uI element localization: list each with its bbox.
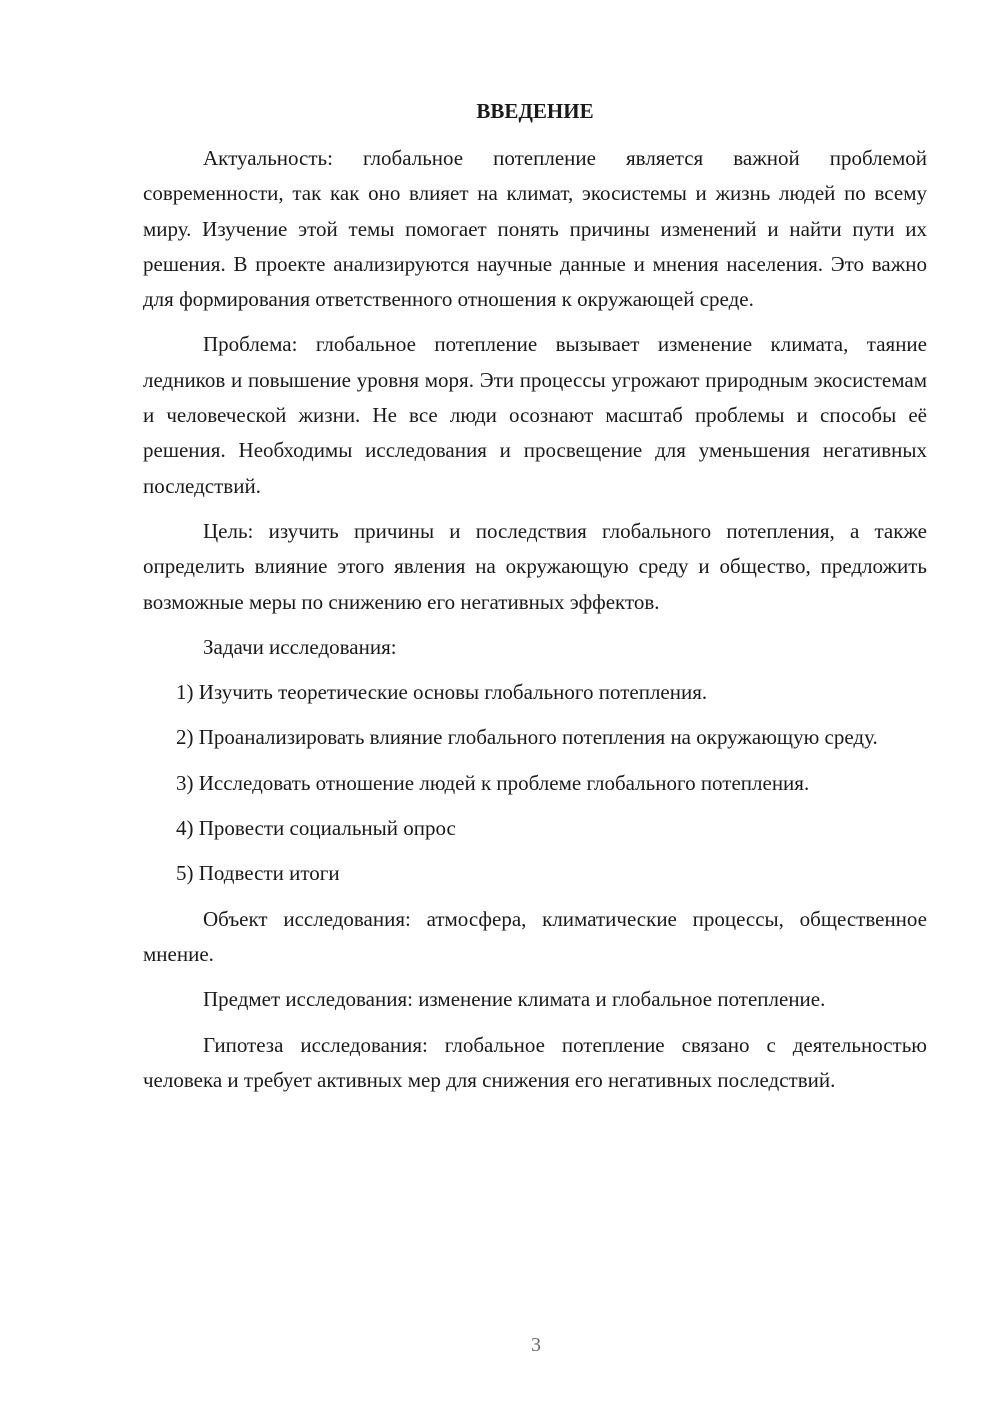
relevance-paragraph: Актуальность: глобальное потепление является важной проблемой современности, так как оно влияет на климат, экосистемы и жизнь людей по всему миру. Изучение этой темы помогает понять причины изменений и найти пути их решения. В проекте анализируются научные данные и мнения населения. Это важно для формирования ответственного отношения к окружающей среде.	[143, 146, 927, 312]
tasks-heading: Задачи исследования:	[203, 634, 397, 659]
problem-paragraph: Проблема: глобальное потепление вызывает изменение климата, таяние ледников и повышение уровня моря. Эти процессы угрожают природным экосистемам и человеческой жизни. Не все люди осознают масштаб проблемы и способы её решения. Необходимы исследования и просвещение для уменьшения негативных последствий.	[143, 332, 927, 498]
object-paragraph: Объект исследования: атмосфера, климатические процессы, общественное мнение.	[143, 906, 927, 966]
hypothesis-paragraph: Гипотеза исследования: глобальное потепление связано с деятельностью человека и требует активных мер для снижения его негативных последствий.	[143, 1032, 927, 1092]
task-item-4: 4) Провести социальный опрос	[176, 816, 456, 841]
task-item-2: 2) Проанализировать влияние глобального потепления на окружающую среду.	[176, 725, 878, 750]
task-item-1: 1) Изучить теоретические основы глобального потепления.	[176, 680, 708, 705]
section-title: ВВЕДЕНИЕ	[476, 99, 594, 123]
subject-paragraph: Предмет исследования: изменение климата и глобальное потепление.	[203, 987, 826, 1012]
page-number: 3	[531, 1334, 541, 1356]
task-item-5: 5) Подвести итоги	[176, 861, 340, 886]
goal-paragraph: Цель: изучить причины и последствия глобального потепления, а также определить влияние этого явления на окружающую среду и общество, предложить возможные меры по снижению его негативных эффектов.	[143, 518, 927, 614]
task-item-3: 3) Исследовать отношение людей к проблеме глобального потепления.	[176, 770, 810, 795]
document-body	[143, 94, 927, 1098]
